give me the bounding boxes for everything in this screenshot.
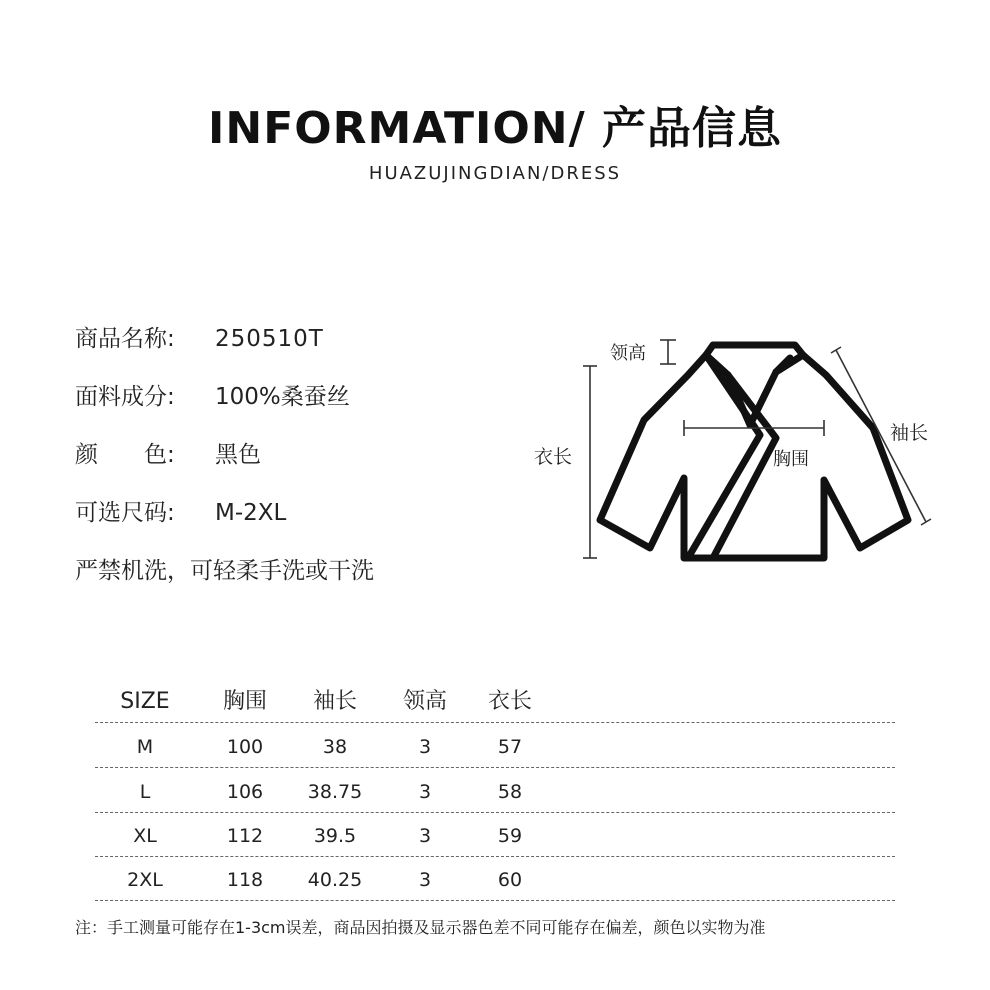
- table-row: [95, 858, 895, 902]
- cell-length: 59: [497, 825, 523, 847]
- info-value: 100%桑蚕丝: [215, 384, 350, 410]
- collar-height-label: 领高: [610, 343, 646, 364]
- garment-length-label: 衣长: [534, 446, 573, 468]
- info-label: 面料成分:: [75, 384, 175, 410]
- lapel-right-inner: [776, 358, 790, 372]
- info-label: 颜 色:: [75, 442, 175, 468]
- page-subtitle: HUAZUJINGDIAN/DRESS: [368, 163, 622, 184]
- cell-size: M: [136, 736, 154, 758]
- cell-collar: 3: [418, 781, 432, 803]
- cell-sleeve: 38: [322, 736, 348, 758]
- measurement-note: 注：手工测量可能存在1-3cm误差，商品因拍摄及显示器色差不同可能存在偏差，颜色以实物为准: [75, 918, 766, 937]
- sleeve-length-label: 袖长: [890, 422, 929, 444]
- table-divider: [95, 900, 895, 901]
- table-divider: [95, 812, 895, 813]
- cell-sleeve: 39.5: [313, 825, 357, 847]
- table-divider: [95, 856, 895, 857]
- header-collar: 领高: [402, 689, 447, 714]
- info-row-material: [75, 378, 350, 411]
- cell-collar: 3: [418, 736, 432, 758]
- size-table-header: [95, 680, 895, 724]
- cell-sleeve: 38.75: [307, 781, 363, 803]
- info-value: 250510T: [215, 326, 324, 352]
- cell-chest: 112: [226, 825, 264, 847]
- cell-sleeve: 40.25: [307, 869, 363, 891]
- cell-length: 58: [497, 781, 523, 803]
- cell-size: XL: [133, 825, 157, 847]
- cell-size: 2XL: [127, 869, 163, 891]
- info-value: M-2XL: [215, 500, 287, 526]
- cell-chest: 118: [226, 869, 264, 891]
- info-label: 商品名称:: [75, 326, 175, 352]
- cell-length: 57: [497, 736, 523, 758]
- table-row: [95, 770, 895, 814]
- header-size: SIZE: [120, 689, 170, 714]
- info-row-sizes: [75, 494, 286, 527]
- info-label: 可选尺码:: [75, 500, 175, 526]
- cell-chest: 106: [226, 781, 264, 803]
- cell-collar: 3: [418, 825, 432, 847]
- header-sleeve: 袖长: [312, 689, 357, 714]
- info-row-color: [75, 436, 261, 469]
- cell-size: L: [139, 781, 151, 803]
- page-title: INFORMATION/ 产品信息: [208, 103, 782, 154]
- table-row: [95, 814, 895, 858]
- cell-length: 60: [497, 869, 523, 891]
- garment-diagram: [528, 330, 948, 570]
- lapel-outer: [688, 355, 760, 558]
- info-value: 黑色: [215, 442, 261, 468]
- care-instruction: 严禁机洗，可轻柔手洗或干洗: [75, 558, 374, 584]
- table-divider: [95, 722, 895, 723]
- table-row: [95, 725, 895, 769]
- table-divider: [95, 767, 895, 768]
- header-chest: 胸围: [222, 689, 267, 714]
- header-length: 衣长: [487, 689, 532, 714]
- cell-collar: 3: [418, 869, 432, 891]
- cell-chest: 100: [226, 736, 264, 758]
- info-row-product-name: [75, 320, 324, 353]
- chest-label: 胸围: [773, 449, 809, 470]
